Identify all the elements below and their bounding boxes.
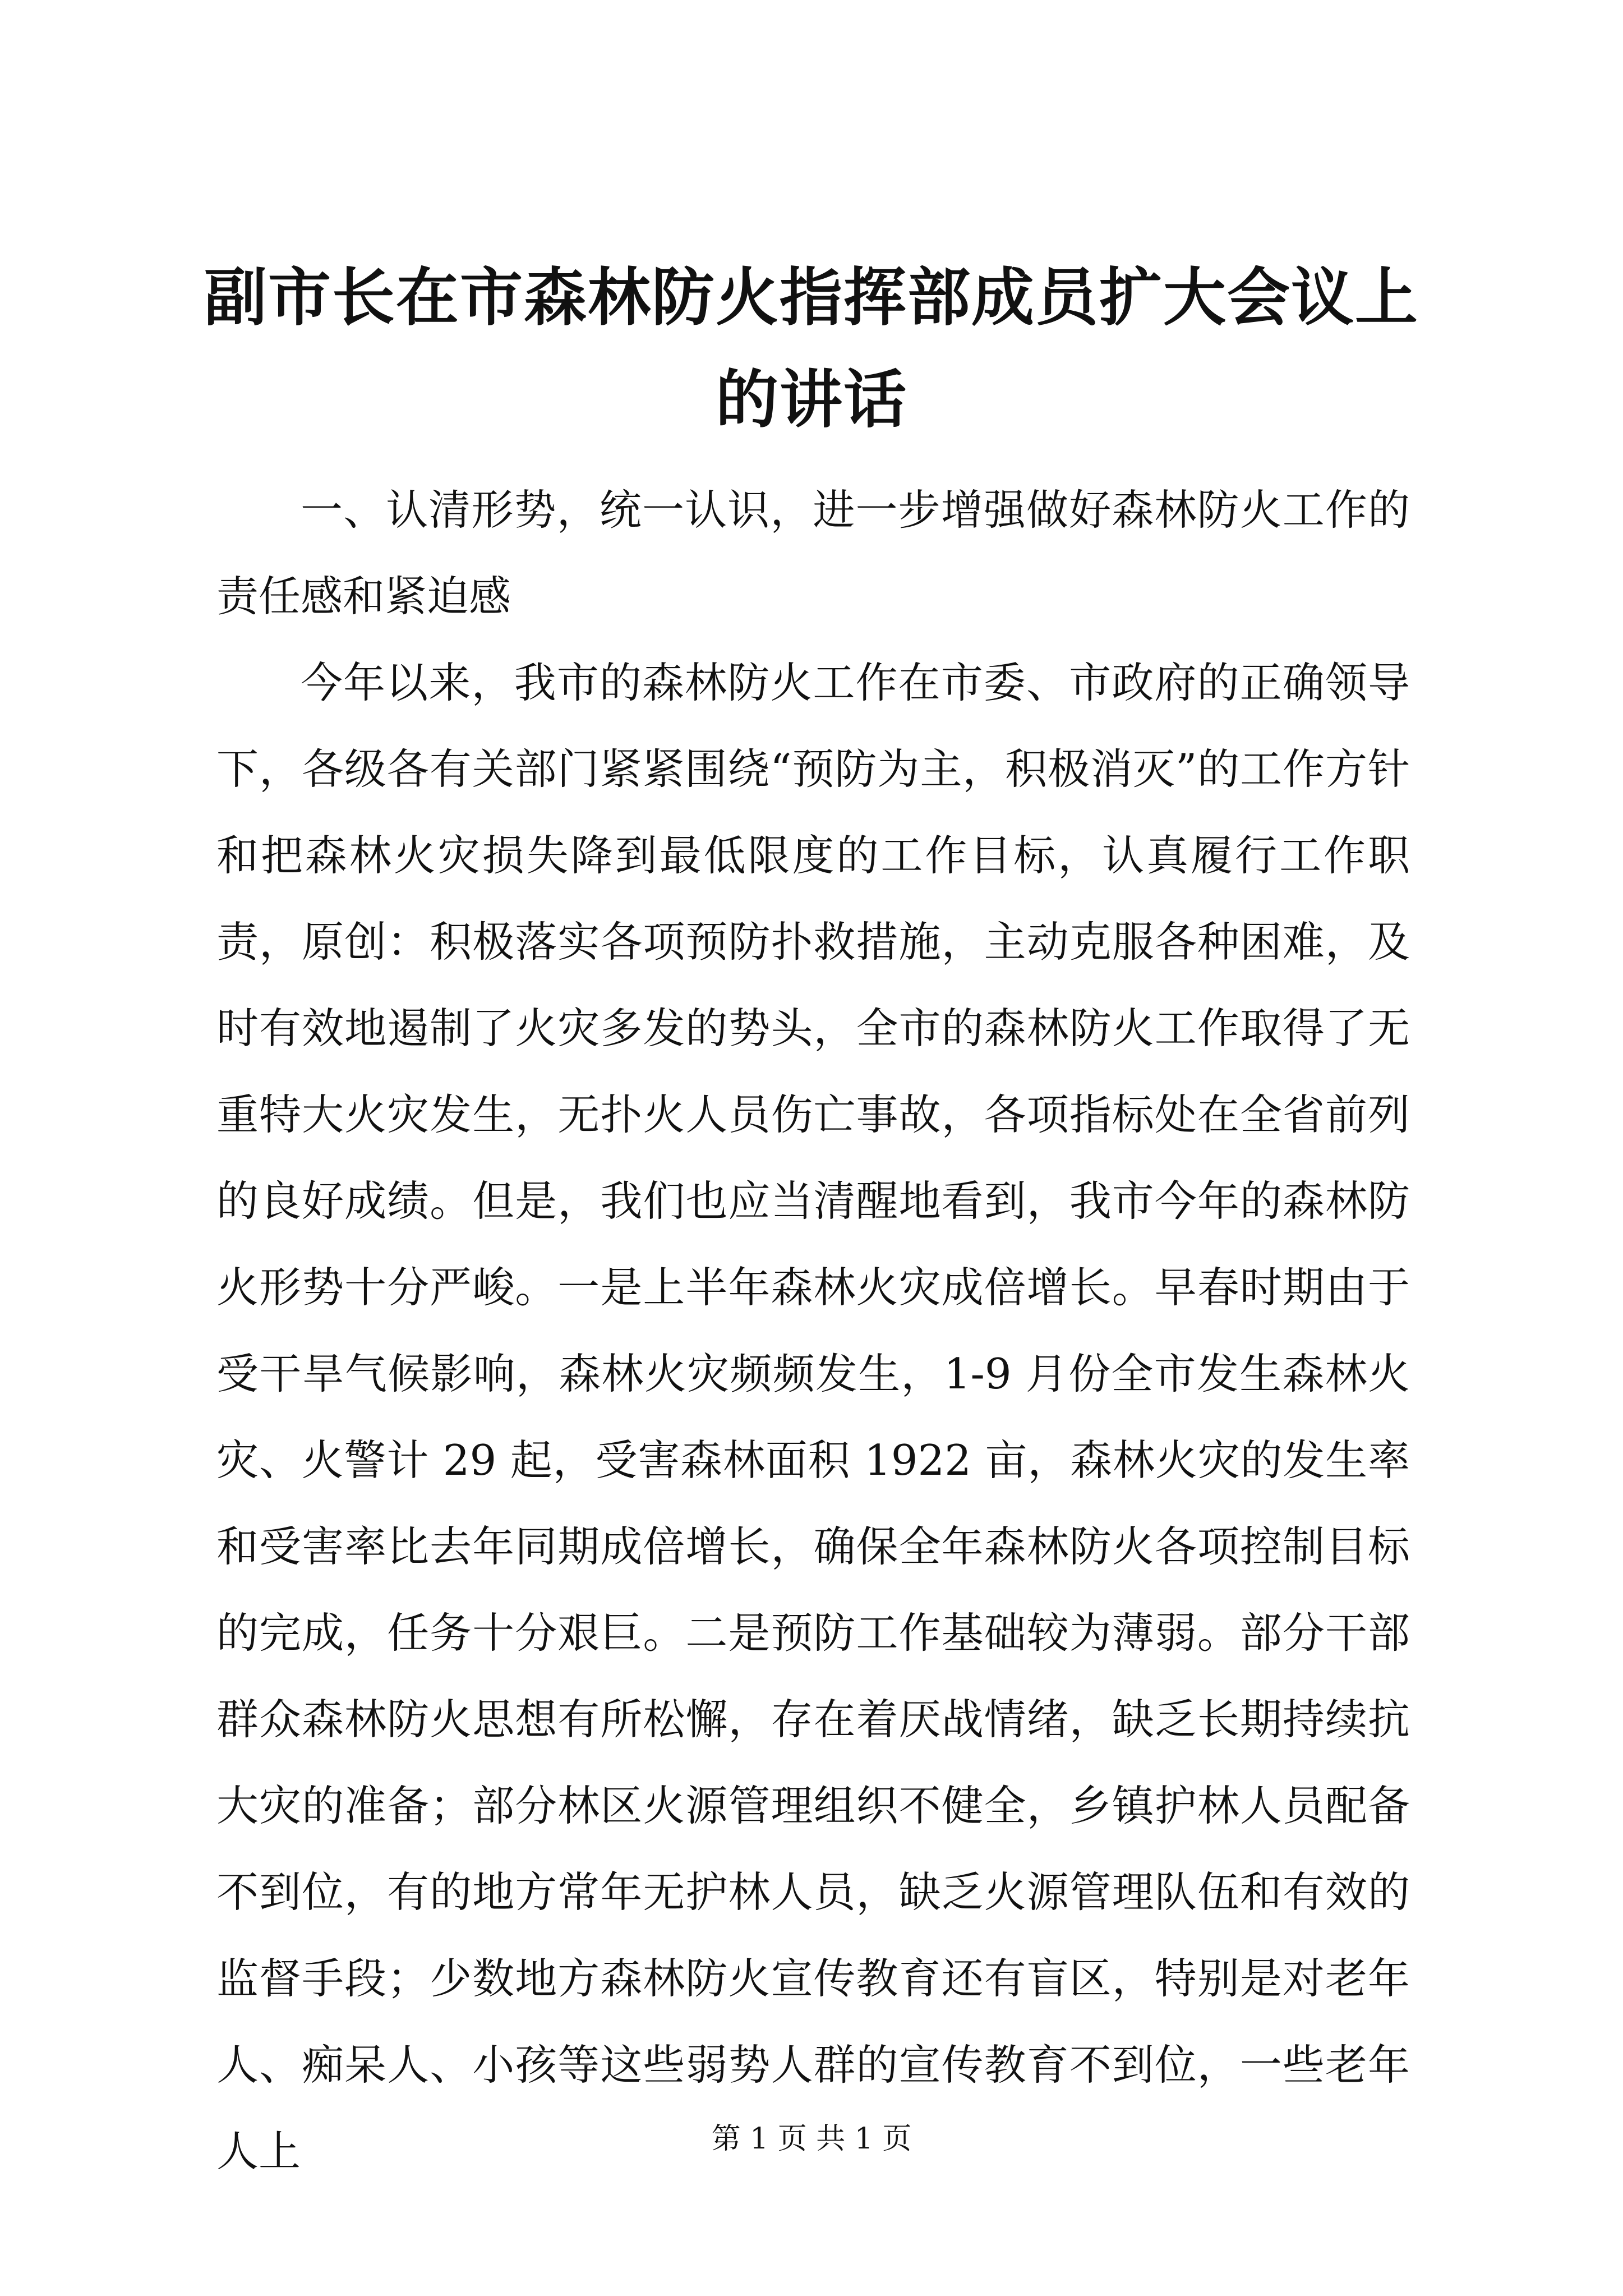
document-body <box>216 467 1410 2194</box>
page-footer: 第 1 页 共 1 页 <box>711 2122 912 2156</box>
section-heading: 一、认清形势，统一认识，进一步增强做好森林防火工作的责任感和紧迫感 <box>216 485 1410 621</box>
document-title: 副市长在市森林防火指挥部成员扩大会议上的讲话 <box>204 261 1419 436</box>
body-paragraph: 今年以来，我市的森林防火工作在市委、市政府的正确领导下，各级各有关部门紧紧围绕“预防为主，积极消灭”的工作方针和把森林火灾损失降到最低限度的工作目标，认真履行工作职责，原创：积极落实各项预防扑救措施，主动克服各种困难，及时有效地遏制了火灾多发的势头，全市的森林防火工作取得了无重特大火灾发生，无扑火人员伤亡事故，各项指标处在全省前列的良好成绩。但是，我们也应当清醒地看到，我市今年的森林防火形势十分严峻。一是上半年森林火灾成倍增长。早春时期由于受干旱气候影响，森林火灾频频发生，1-9 月份全市发生森林火灾、火警计 29 起，受害森林面积 1922 亩，森林火灾的发生率和受害率比去年同期成倍增长，确保全年森林防火各项控制目标的完成，任务十分艰巨。二是预防工作基础较为薄弱。部分干部群众森林防火思想有所松懈，存在着厌战情绪，缺乏长期持续抗大灾的准备；部分林区火源管理组织不健全，乡镇护林人员配备不到位，有的地方常年无护林人员，缺乏火源管理队伍和有效的监督手段；少数地方森林防火宣传教育还有盲区，特别是对老年人、痴呆人、小孩等这些弱势人群的宣传教育不到位，一些老年人上 <box>216 658 1410 2176</box>
